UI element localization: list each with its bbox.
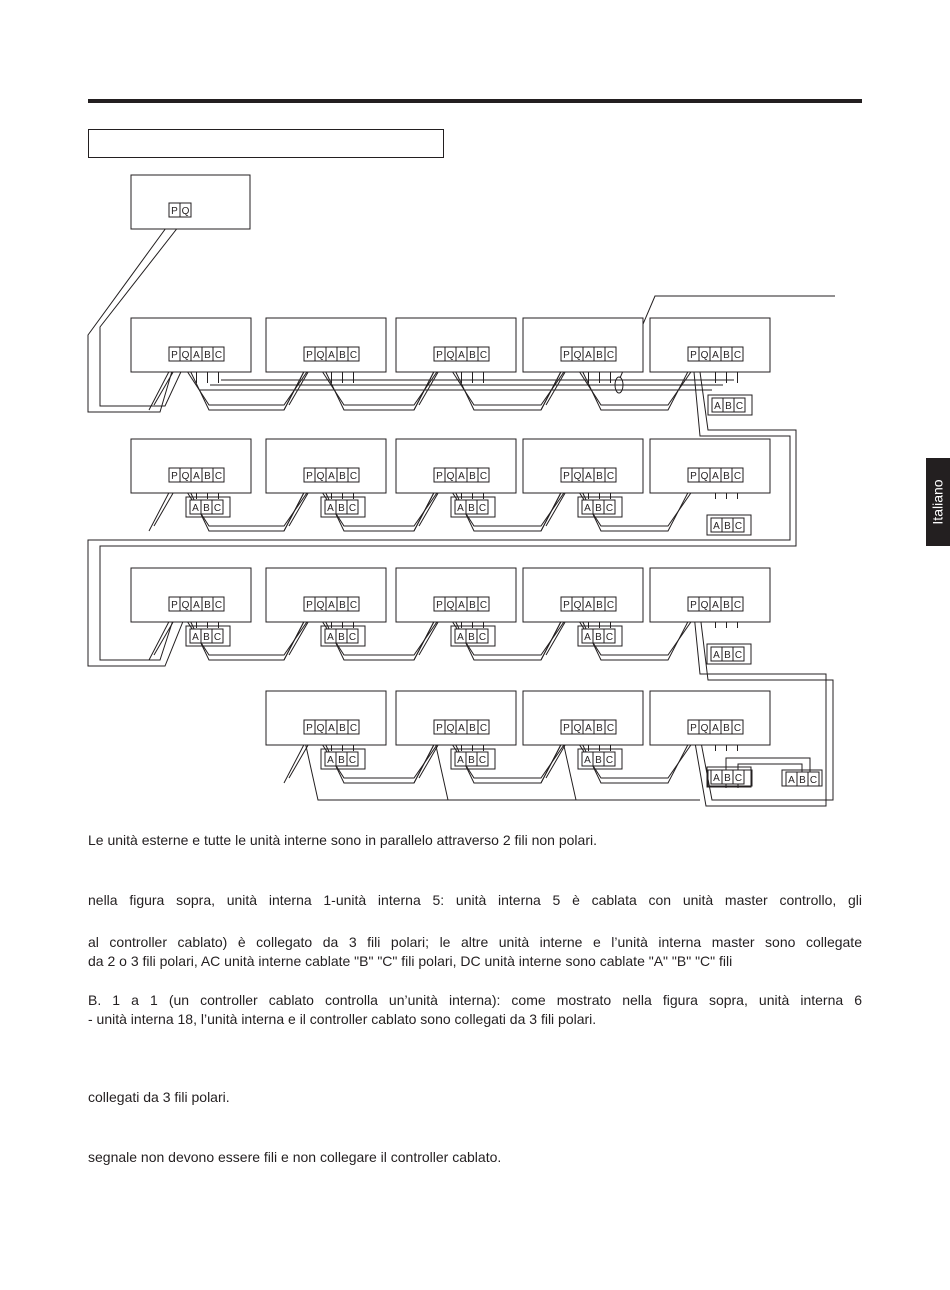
indoor-unit [650,691,770,745]
terminal-label: B [596,471,603,482]
terminal-label: A [328,350,335,361]
wired-controller [325,629,358,643]
terminal-label: A [713,650,720,661]
terminal-label: C [213,632,222,643]
paragraph-4b: - unità interna 18, l’unità interna e il controller cablato sono collegati da 3 fili polari. [88,1011,597,1027]
indoor-unit [396,691,516,745]
terminal-label: B [204,600,211,611]
wired-controller [711,647,744,661]
indoor-unit [266,691,386,745]
terminal-label: B [203,503,210,514]
terminal-label: P [690,723,697,734]
indoor-unit [396,439,516,493]
terminal-label: B [595,503,602,514]
terminal-label: P [690,350,697,361]
terminal-label: C [478,632,487,643]
paragraph-5: collegati da 3 fili polari. [88,1089,230,1105]
terminal-label: A [193,600,200,611]
indoor-terminal-block [688,720,743,734]
terminal-label: B [596,350,603,361]
terminal-label: Q [181,206,190,217]
wired-controller [455,629,488,643]
terminal-label: P [690,600,697,611]
terminal-label: A [714,401,721,412]
terminal-label: B [595,755,602,766]
outdoor-feed-wire [88,217,175,412]
terminal-label: B [339,600,346,611]
terminal-label: C [214,350,223,361]
terminal-label: P [171,350,178,361]
terminal-label: B [338,632,345,643]
terminal-label: P [436,600,443,611]
terminal-label: C [733,471,742,482]
indoor-unit [523,691,643,745]
terminal-label: C [733,600,742,611]
terminal-label: C [733,723,742,734]
terminal-label: A [712,600,719,611]
paragraph-3a: al controller cablato) è collegato da 3 fili polari; le altre unità interne e l’unità interna master sono collegate [88,934,862,950]
terminal-label: Q [700,471,709,482]
terminal-label: B [469,350,476,361]
terminal-label: C [214,600,223,611]
language-tab-label: Italiano [930,479,946,525]
terminal-label: A [328,471,335,482]
terminal-label: P [306,471,313,482]
terminal-label: P [306,600,313,611]
terminal-label: P [306,723,313,734]
terminal-label: C [606,600,615,611]
indoor-terminal-block [434,347,489,361]
terminal-label: Q [700,350,709,361]
terminal-label: C [478,755,487,766]
terminal-label: Q [700,600,709,611]
units [131,175,822,787]
terminal-label: Q [446,600,455,611]
terminal-label: B [723,471,730,482]
indoor-terminal-block [688,468,743,482]
terminal-label: B [468,755,475,766]
indoor-terminal-block [688,347,743,361]
paragraph-2: nella figura sopra, unità interna 1-unità interna 5: unità interna 5 è cablata con unità master controllo, gli [88,892,862,908]
wired-controller [711,770,744,784]
terminal-label: A [458,600,465,611]
indoor-unit [523,439,643,493]
terminal-label: P [563,600,570,611]
terminal-label: C [605,755,614,766]
terminal-label: A [328,600,335,611]
terminal-label: A [584,632,591,643]
terminal-label: C [733,350,742,361]
terminal-label: C [479,600,488,611]
terminal-label: C [734,650,743,661]
wired-controller [582,500,615,514]
terminal-label: C [348,503,357,514]
terminal-label: Q [573,471,582,482]
terminal-label: C [349,350,358,361]
terminal-label: A [584,503,591,514]
indoor-terminal-block [434,468,489,482]
outdoor-unit [131,175,250,229]
terminal-label: C [605,503,614,514]
terminal-label: B [595,632,602,643]
terminal-label: P [563,471,570,482]
terminal-label: B [596,600,603,611]
terminal-label: C [349,723,358,734]
terminal-label: A [712,723,719,734]
terminal-label: A [585,723,592,734]
indoor-unit [266,568,386,622]
terminal-label: P [171,206,178,217]
terminal-label: A [584,755,591,766]
indoor-terminal-block [434,720,489,734]
terminal-label: P [171,471,178,482]
terminal-label: C [349,471,358,482]
terminal-label: B [596,723,603,734]
indoor-unit [650,318,770,372]
terminal-label: B [724,521,731,532]
terminal-label: P [306,350,313,361]
indoor-unit [650,568,770,622]
terminal-label: B [468,503,475,514]
terminal-label: A [458,471,465,482]
terminal-label: A [457,632,464,643]
indoor-terminal-block [561,347,616,361]
terminal-label: C [809,775,818,786]
terminal-label: A [192,503,199,514]
indoor-terminal-block [169,347,224,361]
terminal-label: C [479,723,488,734]
indoor-terminal-block [561,468,616,482]
terminal-label: B [469,723,476,734]
terminal-label: Q [573,723,582,734]
indoor-terminal-block [304,720,359,734]
terminal-label: A [585,600,592,611]
terminal-label: B [468,632,475,643]
indoor-unit [131,568,251,622]
terminal-label: B [338,755,345,766]
terminal-label: C [605,632,614,643]
terminal-label: P [436,350,443,361]
terminal-label: A [193,350,200,361]
indoor-terminal-block [688,597,743,611]
wired-controller [325,500,358,514]
terminal-label: P [436,471,443,482]
outdoor-feed-wire [100,217,186,406]
terminal-label: A [585,350,592,361]
terminal-label: C [734,773,743,784]
terminal-label: A [712,350,719,361]
indoor-terminal-block [304,468,359,482]
terminal-label: Q [446,723,455,734]
terminal-label: Q [316,600,325,611]
terminal-label: Q [573,350,582,361]
wired-controller [190,500,223,514]
wired-controller [711,518,744,532]
terminal-label: C [606,471,615,482]
terminal-label: A [713,521,720,532]
master-wired-controller [712,398,745,412]
terminal-label: A [713,773,720,784]
indoor-unit [396,318,516,372]
terminal-label: Q [181,471,190,482]
terminal-label: B [204,350,211,361]
indoor-unit [266,439,386,493]
terminal-label: A [457,503,464,514]
indoor-terminal-block [304,597,359,611]
terminal-label: B [203,632,210,643]
terminal-label: A [327,503,334,514]
terminal-label: C [479,471,488,482]
paragraph-4a: B. 1 a 1 (un controller cablato controlla un’unità interna): come mostrato nella figura sopra, unità interna 6 [88,992,862,1008]
terminal-label: Q [316,723,325,734]
terminal-label: P [436,723,443,734]
outdoor-terminal-block [169,203,191,217]
indoor-terminal-block [561,720,616,734]
indoor-unit [266,318,386,372]
terminal-label: Q [316,471,325,482]
terminal-label: C [349,600,358,611]
terminal-label: P [563,350,570,361]
terminal-label: C [213,503,222,514]
terminal-label: Q [573,600,582,611]
terminal-label: C [348,632,357,643]
wired-controller [455,500,488,514]
terminal-label: A [458,350,465,361]
terminal-label: B [723,600,730,611]
terminal-label: Q [700,723,709,734]
terminal-label: B [725,401,732,412]
terminal-label: C [348,755,357,766]
extra-wired-controller [786,772,819,786]
terminal-label: A [192,632,199,643]
terminal-label: Q [446,471,455,482]
indoor-terminal-block [169,597,224,611]
terminal-label: C [478,503,487,514]
terminal-label: Q [181,350,190,361]
terminal-label: B [338,503,345,514]
terminal-label: C [479,350,488,361]
wired-controller [325,752,358,766]
indoor-unit [396,568,516,622]
terminal-label: B [799,775,806,786]
terminal-label: C [214,471,223,482]
indoor-terminal-block [434,597,489,611]
indoor-terminal-block [304,347,359,361]
terminal-label: P [563,723,570,734]
terminal-label: C [735,401,744,412]
wired-controller [582,629,615,643]
indoor-unit [650,439,770,493]
terminal-label: B [339,471,346,482]
indoor-unit [131,318,251,372]
terminal-label: B [204,471,211,482]
wired-controller [190,629,223,643]
terminal-label: B [723,723,730,734]
indoor-unit [523,568,643,622]
terminal-label: A [712,471,719,482]
terminal-label: Q [316,350,325,361]
terminal-label: B [339,350,346,361]
terminal-label: B [724,773,731,784]
wired-controller [455,752,488,766]
terminal-label: B [339,723,346,734]
terminal-label: P [171,600,178,611]
indoor-terminal-block [169,468,224,482]
indoor-terminal-block [561,597,616,611]
indoor-unit [131,439,251,493]
terminal-label: C [606,723,615,734]
indoor-unit [523,318,643,372]
terminal-label: A [457,755,464,766]
terminal-label: B [469,471,476,482]
paragraph-1: Le unità esterne e tutte le unità interne sono in parallelo attraverso 2 fili non polari. [88,832,597,848]
terminal-label: A [585,471,592,482]
paragraph-6: segnale non devono essere fili e non collegare il controller cablato. [88,1149,502,1165]
terminal-label: A [788,775,795,786]
terminal-label: B [469,600,476,611]
terminal-label: A [328,723,335,734]
wired-controller [582,752,615,766]
terminal-label: C [606,350,615,361]
terminal-label: A [193,471,200,482]
paragraph-3b: da 2 o 3 fili polari, AC unità interne cablate "B" "C" fili polari, DC unità interne sono cablate "A" "B" "C" fili [88,953,733,969]
terminal-label: C [734,521,743,532]
terminal-label: A [458,723,465,734]
terminal-label: A [327,632,334,643]
terminal-label: A [327,755,334,766]
terminal-label: B [724,650,731,661]
terminal-label: Q [181,600,190,611]
terminal-label: B [723,350,730,361]
terminal-label: P [690,471,697,482]
terminal-label: Q [446,350,455,361]
